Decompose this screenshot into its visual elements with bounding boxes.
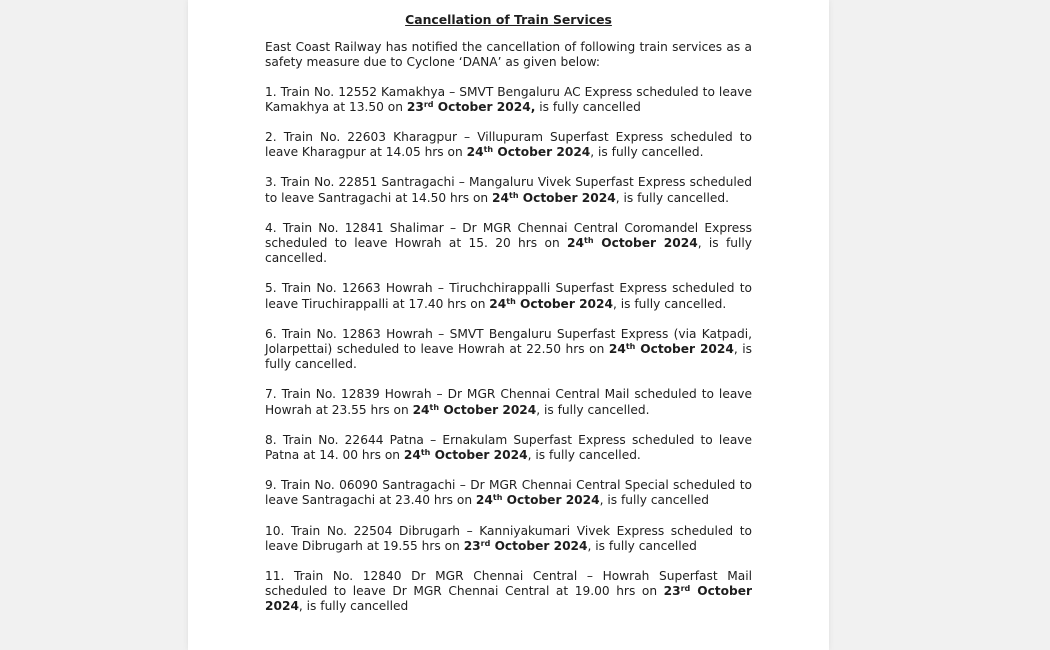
item-date bbox=[609, 342, 734, 356]
date-month-year: October 2024 bbox=[490, 538, 588, 553]
item-date bbox=[476, 493, 600, 507]
date-day: 23 bbox=[463, 538, 481, 553]
date-day: 24 bbox=[567, 236, 584, 251]
date-month-year: October 2024 bbox=[518, 190, 616, 205]
item-date bbox=[467, 145, 591, 159]
cancellation-item bbox=[265, 281, 752, 311]
item-tail: , is fully cancelled. bbox=[590, 145, 704, 160]
document-page bbox=[188, 0, 829, 650]
date-day: 23 bbox=[406, 99, 424, 114]
item-date bbox=[567, 236, 698, 250]
item-text: 2. Train No. 22603 Kharagpur – Villupuram Superfast Express scheduled to leave Kharagpur at 14.05 hrs on bbox=[265, 130, 752, 160]
item-date bbox=[413, 403, 537, 417]
item-date bbox=[464, 539, 588, 553]
item-text: 6. Train No. 12863 Howrah – SMVT Bengaluru Superfast Express (via Katpadi, Jolarpettai) scheduled to leave Howrah at 22.50 hrs on bbox=[265, 326, 752, 357]
item-text: 8. Train No. 22644 Patna – Ernakulam Superfast Express scheduled to leave Patna at 14. 00 hrs on bbox=[265, 432, 752, 463]
item-text: 9. Train No. 06090 Santragachi – Dr MGR Chennai Central Special scheduled to leave Santragachi at 23.40 hrs on bbox=[265, 478, 752, 508]
date-month-year: October 2024, bbox=[433, 99, 536, 114]
item-text: 10. Train No. 22504 Dibrugarh – Kanniyakumari Vivek Express scheduled to leave Dibrugarh at 19.55 hrs on bbox=[265, 523, 752, 553]
item-text: 3. Train No. 22851 Santragachi – Mangaluru Vivek Superfast Express scheduled to leave Santragachi at 14.50 hrs on bbox=[265, 175, 752, 205]
date-day: 24 bbox=[489, 296, 507, 311]
item-text: 4. Train No. 12841 Shalimar – Dr MGR Chennai Central Coromandel Express scheduled to leave Howrah at 15. 20 hrs on bbox=[265, 220, 752, 251]
item-tail: , is fully cancelled bbox=[599, 493, 709, 508]
item-text: 5. Train No. 12663 Howrah – Tiruchchirappalli Superfast Express scheduled to leave Tiruchirappalli at 17.40 hrs on bbox=[265, 281, 752, 311]
item-tail: , is fully cancelled. bbox=[527, 448, 641, 463]
item-date bbox=[407, 100, 535, 114]
item-tail: , is fully cancelled. bbox=[265, 342, 753, 372]
intro-paragraph: East Coast Railway has notified the cancellation of following train services as a safety measure due to Cyclone ‘DANA’ as given below: bbox=[265, 40, 752, 70]
item-tail: , is fully cancelled. bbox=[536, 402, 650, 417]
document-body bbox=[265, 12, 752, 630]
date-suffix: th bbox=[584, 236, 594, 246]
date-month-year: October 2024 bbox=[502, 493, 600, 508]
cancellation-item bbox=[265, 569, 752, 615]
date-month-year: October 2024 bbox=[265, 584, 752, 614]
date-suffix: rd bbox=[680, 584, 691, 594]
item-tail: , is fully cancelled. bbox=[613, 296, 727, 311]
item-date bbox=[492, 191, 616, 205]
cancellation-item bbox=[265, 387, 752, 417]
item-tail: is fully cancelled bbox=[535, 99, 641, 114]
cancellation-item bbox=[265, 221, 752, 267]
cancellation-item bbox=[265, 524, 752, 554]
date-day: 24 bbox=[412, 402, 430, 417]
date-suffix: th bbox=[509, 190, 519, 200]
item-text: 1. Train No. 12552 Kamakhya – SMVT Bengaluru AC Express scheduled to leave Kamakhya at 13.50 on bbox=[265, 84, 752, 114]
date-suffix: th bbox=[492, 493, 503, 503]
date-suffix: rd bbox=[423, 99, 434, 109]
date-suffix: th bbox=[420, 448, 431, 458]
cancellation-item bbox=[265, 175, 752, 205]
date-suffix: th bbox=[506, 296, 516, 306]
item-tail: , is fully cancelled. bbox=[265, 236, 753, 266]
cancellation-item bbox=[265, 478, 752, 508]
date-day: 24 bbox=[608, 342, 626, 357]
item-date bbox=[489, 297, 613, 311]
date-day: 24 bbox=[403, 448, 421, 463]
date-month-year: October 2024 bbox=[593, 236, 698, 251]
date-suffix: rd bbox=[480, 538, 491, 548]
date-suffix: th bbox=[483, 145, 494, 155]
date-day: 24 bbox=[466, 145, 484, 160]
date-month-year: October 2024 bbox=[515, 296, 613, 311]
cancellation-item bbox=[265, 85, 752, 115]
date-suffix: th bbox=[429, 402, 440, 412]
item-text: 7. Train No. 12839 Howrah – Dr MGR Chennai Central Mail scheduled to leave Howrah at 23.55 hrs on bbox=[265, 387, 752, 417]
date-month-year: October 2024 bbox=[430, 448, 528, 463]
cancellation-list bbox=[265, 85, 752, 615]
item-date bbox=[404, 448, 528, 462]
date-suffix: th bbox=[625, 342, 636, 352]
date-month-year: October 2024 bbox=[439, 402, 537, 417]
cancellation-item bbox=[265, 327, 752, 373]
date-day: 24 bbox=[492, 190, 509, 205]
document-title: Cancellation of Train Services bbox=[405, 12, 612, 27]
date-day: 23 bbox=[663, 584, 681, 599]
item-tail: , is fully cancelled bbox=[298, 599, 409, 614]
date-month-year: October 2024 bbox=[493, 145, 591, 160]
cancellation-item bbox=[265, 433, 752, 463]
item-tail: , is fully cancelled. bbox=[615, 190, 729, 205]
item-tail: , is fully cancelled bbox=[587, 538, 697, 553]
cancellation-item bbox=[265, 130, 752, 160]
item-text: 11. Train No. 12840 Dr MGR Chennai Central – Howrah Superfast Mail scheduled to leave Dr MGR Chennai Central at 19.00 hrs on bbox=[265, 569, 752, 599]
date-month-year: October 2024 bbox=[635, 342, 734, 357]
date-day: 24 bbox=[475, 493, 493, 508]
